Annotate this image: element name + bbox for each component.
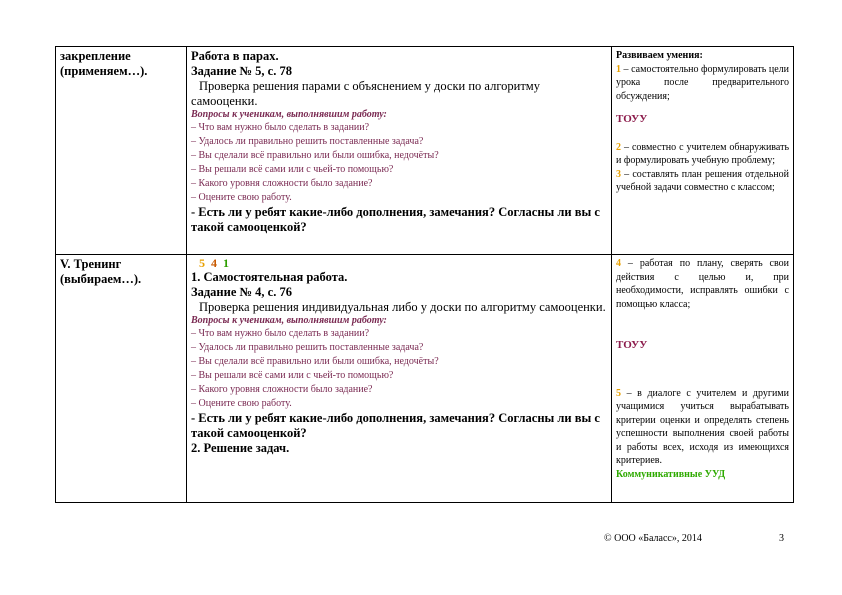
questions-heading: Вопросы к ученикам, выполнявшим работу: [191, 315, 387, 326]
check-text: Проверка решения парами с объяснением у доски по алгоритму самооценки. [191, 79, 540, 108]
skill-text: – работая по плану, сверять свои действия с целью и, при необходимости, исправлять ошибки с помощью класса; [616, 258, 789, 310]
skill-text: – совместно с учителем обнаруживать и формулировать учебную проблему; [616, 141, 789, 166]
work-title: 1. Самостоятельная работа. [191, 270, 348, 284]
lesson-table [55, 46, 794, 503]
level-number: 3 [616, 168, 621, 180]
question-item: – Вы решали всё сами или с чьей-то помощью? [191, 370, 394, 381]
question-item: – Что вам нужно было сделать в задании? [191, 328, 370, 339]
check-text: Проверка решения индивидуальная либо у доски по алгоритму самооценки. [199, 300, 606, 314]
question-item: – Удалось ли правильно решить поставленные задача? [191, 136, 424, 147]
skill-item [616, 257, 789, 311]
task-ref: Задание № 5, с. 78 [191, 64, 292, 78]
level-number: 5 [616, 387, 621, 399]
question-item: – Удалось ли правильно решить поставленные задача? [191, 342, 424, 353]
question-item: – Какого уровня сложности было задание? [191, 384, 373, 395]
question-item: – Оцените свою работу. [191, 398, 292, 409]
level-number: 4 [211, 256, 217, 270]
level-number: 5 [199, 256, 205, 270]
question-item: – Вы сделали всё правильно или были ошибка, недочёты? [191, 150, 439, 161]
work-cell [187, 47, 612, 255]
skill-text: – самостоятельно формулировать цели урока после предварительного обсуждения; [616, 63, 789, 102]
page-number: 3 [779, 533, 784, 544]
question-item: – Какого уровня сложности было задание? [191, 178, 373, 189]
stage-cell: закрепление (применяем…). [56, 47, 187, 255]
question-item: – Вы решали всё сами или с чьей-то помощью? [191, 164, 394, 175]
question-item: – Оцените свою работу. [191, 192, 292, 203]
toyy-label: ТОУУ [616, 113, 648, 125]
table-row [56, 255, 794, 503]
part-two-title: 2. Решение задач. [191, 441, 290, 455]
level-number: 1 [223, 256, 229, 270]
skill-item [616, 387, 789, 468]
skills-cell [612, 47, 794, 255]
skills-cell [612, 255, 794, 503]
level-number: 4 [616, 258, 621, 269]
table-row [56, 47, 794, 255]
task-ref: Задание № 4, с. 76 [191, 285, 292, 299]
question-item: – Вы сделали всё правильно или были ошибка, недочёты? [191, 356, 439, 367]
question-item: – Что вам нужно было сделать в задании? [191, 122, 370, 133]
footer-copyright: © ООО «Баласс», 2014 [604, 533, 702, 544]
questions-heading: Вопросы к ученикам, выполнявшим работу: [191, 109, 387, 120]
skill-item [616, 168, 789, 195]
work-title: Работа в парах. [191, 49, 279, 63]
level-number: 2 [616, 141, 621, 153]
skills-heading: Развиваем умения: [616, 50, 703, 61]
skill-item [616, 141, 789, 168]
level-numbers [191, 257, 607, 270]
closing-question: - Есть ли у ребят какие-либо дополнения, замечания? Согласны ли вы с такой самооценкой? [191, 411, 600, 440]
skill-text: – составлять план решения отдельной учебной задачи совместно с классом; [616, 168, 789, 193]
closing-question: - Есть ли у ребят какие-либо дополнения, замечания? Согласны ли вы с такой самооценкой? [191, 205, 600, 234]
skill-item [616, 63, 789, 104]
stage-cell: V. Тренинг (выбираем…). [56, 255, 187, 503]
work-cell [187, 255, 612, 503]
level-number: 1 [616, 63, 621, 75]
skill-text: – в диалоге с учителем и другими учащимися учиться вырабатывать критерии оценки и определять степень успешности выполнения своей работы и работы всех, исходя из имеющихся критериев. [616, 387, 789, 466]
communicative-label: Коммуникативные УУД [616, 468, 726, 480]
toyy-label: ТОУУ [616, 339, 648, 351]
